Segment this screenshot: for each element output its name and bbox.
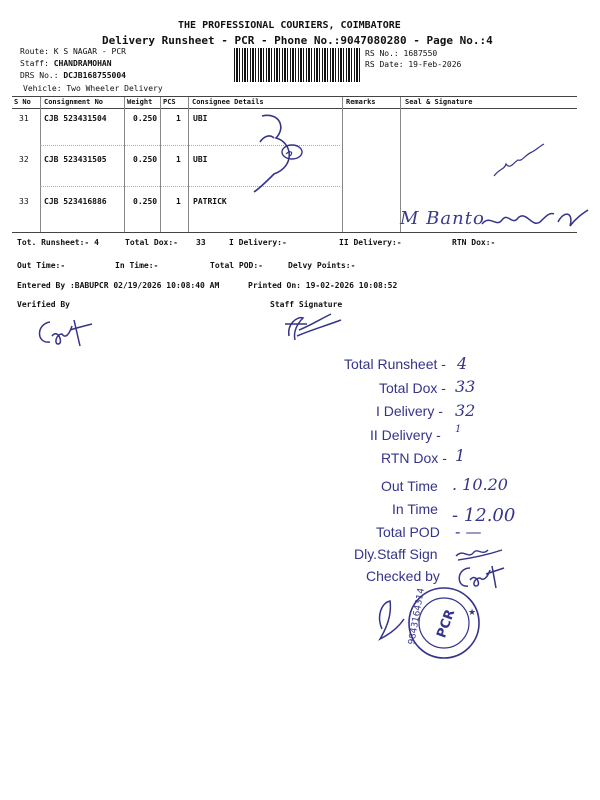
stamp-label: In Time (392, 501, 438, 517)
company-title: THE PROFESSIONAL COURIERS, COIMBATORE (178, 20, 401, 31)
seal-text-center: PCR (434, 607, 459, 641)
stamp-value: 1 (455, 424, 462, 435)
stamp-value: . 10.20 (452, 475, 508, 494)
stamp-value: 33 (455, 377, 476, 396)
stamp-label: II Delivery - (370, 427, 441, 443)
handwritten-signature-seal (490, 140, 550, 185)
runsheet-title: Delivery Runsheet - PCR - Phone No.:9047080280 - Page No.:4 (102, 34, 493, 47)
row-sno: 33 (19, 197, 29, 206)
table-top-rule (12, 96, 577, 97)
col-divider (188, 97, 189, 232)
staff-name: CHANDRAMOHAN (53, 59, 112, 68)
drs-number (20, 71, 126, 80)
col-sno: S No (14, 98, 31, 106)
stamp-label: Out Time (381, 478, 438, 494)
row-consignee: UBI (193, 114, 208, 123)
stamp-value: 1 (455, 446, 466, 465)
staff (20, 59, 112, 68)
staff-signature: Staff Signature (270, 300, 343, 309)
row-sno: 31 (19, 114, 29, 123)
row-consignment: CJB 523416886 (44, 197, 107, 206)
row-sno: 32 (19, 155, 29, 164)
row-pcs: 1 (176, 197, 181, 206)
rtn-dox: RTN Dox:- (452, 238, 496, 247)
stamp-value: - — (455, 522, 482, 541)
row-consignment: CJB 523431504 (44, 114, 107, 123)
col-divider (342, 97, 343, 232)
total-pod: Total POD:- (210, 261, 263, 270)
route: Route: K S NAGAR - PCR (20, 47, 126, 56)
i-delivery: I Delivery:- (229, 238, 287, 247)
ii-delivery: II Delivery:- (339, 238, 402, 247)
col-divider (40, 97, 41, 232)
handwritten-signature-rows (240, 108, 310, 198)
rs-date: RS Date: 19-Feb-2026 (365, 60, 462, 69)
col-weight: Weight (127, 98, 153, 106)
total-dox-label: Total Dox:- (125, 238, 178, 247)
col-divider (124, 97, 125, 232)
staff-signature-mark (275, 306, 355, 346)
handwritten-remark-trail (478, 204, 593, 240)
col-remarks: Remarks (346, 98, 376, 106)
stamp-value: - 12.00 (452, 505, 516, 526)
row-consignee: PATRICK (193, 197, 227, 206)
col-consignment: Consignment No (44, 98, 104, 106)
stamp-value: 4 (457, 354, 468, 373)
stamp-label: Total Runsheet - (344, 356, 446, 372)
in-time: In Time:- (115, 261, 159, 270)
vehicle: Vehicle: Two Wheeler Delivery (23, 84, 163, 93)
barcode (234, 48, 360, 82)
row-consignment: CJB 523431505 (44, 155, 107, 164)
col-seal: Seal & Signature (405, 98, 473, 106)
row-weight: 0.250 (133, 197, 158, 206)
stamp-label: Total POD (376, 524, 440, 540)
total-dox-value: 33 (196, 238, 206, 247)
printed-on: Printed On: 19-02-2026 10:08:52 (248, 281, 398, 290)
delvy-points: Delvy Points:- (288, 261, 356, 270)
row-weight: 0.250 (133, 114, 158, 123)
drs-label: DRS No.: (20, 71, 59, 80)
stamp-label: RTN Dox - (381, 450, 447, 466)
stamp-label: Dly.Staff Sign (354, 546, 438, 562)
out-time: Out Time:- (17, 261, 66, 270)
stamp-label: I Delivery - (376, 403, 443, 419)
verified-signature (30, 314, 100, 354)
remark-handwriting: M Banto (400, 208, 485, 229)
rs-no: RS No.: 1687550 (365, 49, 438, 58)
entered-by: Entered By :BABUPCR 02/19/2026 10:08:40 AM (17, 281, 220, 290)
stamp-label: Checked by (366, 568, 440, 584)
verified-by: Verified By (17, 300, 70, 309)
table-bottom-rule (12, 232, 577, 233)
stamp-value: 32 (455, 401, 476, 420)
row-consignee: UBI (193, 155, 208, 164)
seal-star: ★ (468, 608, 477, 618)
stamp-label: Total Dox - (379, 380, 446, 396)
row-pcs: 1 (176, 114, 181, 123)
seal-text-ring: 9843164314 (407, 587, 427, 646)
tot-runsheet: Tot. Runsheet:- 4 (17, 238, 99, 247)
row-weight: 0.250 (133, 155, 158, 164)
col-divider (160, 97, 161, 232)
col-consignee: Consignee Details (192, 98, 264, 106)
staff-label: Staff: (20, 59, 49, 68)
row-pcs: 1 (176, 155, 181, 164)
col-pcs: PCS (163, 98, 176, 106)
pcr-round-seal (368, 585, 498, 665)
drs-value: DCJB168755004 (63, 71, 126, 80)
